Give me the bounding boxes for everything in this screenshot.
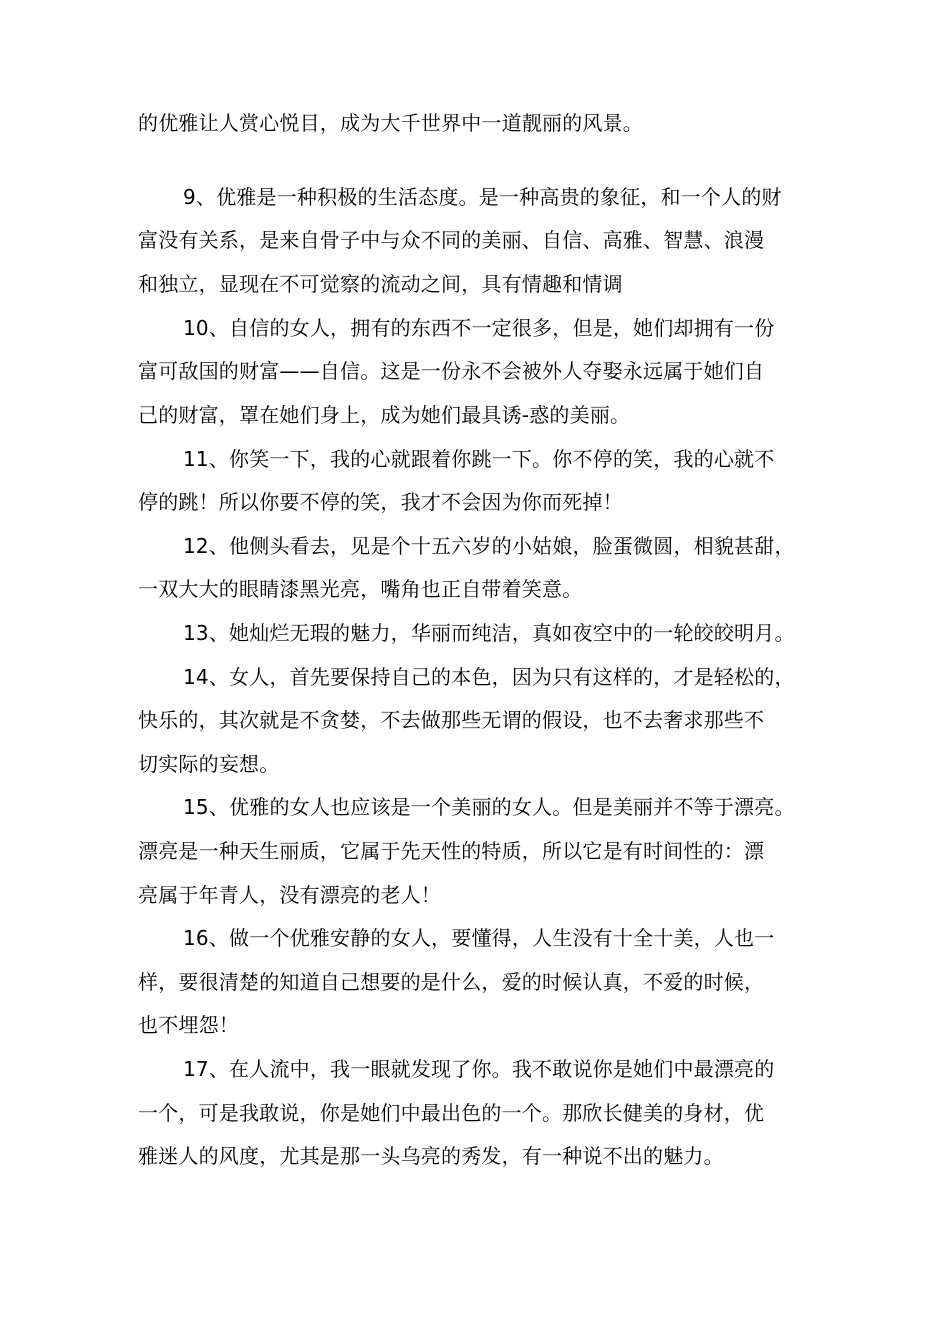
text-line: 富没有关系，是来自骨子中与众不同的美丽、自信、高雅、智慧、浪漫 <box>138 228 765 252</box>
text-line: 停的跳！所以你要不停的笑，我才不会因为你而死掉！ <box>138 490 623 514</box>
text-line: 17、在人流中，我一眼就发现了你。我不敢说你是她们中最漂亮的 <box>183 1057 775 1081</box>
text-line: 快乐的，其次就是不贪婪，不去做那些无谓的假设，也不去奢求那些不 <box>138 708 765 732</box>
text-line: 富可敌国的财富——自信。这是一份永不会被外人夺娶永远属于她们自 <box>138 359 765 383</box>
text-line: 亮属于年青人，没有漂亮的老人！ <box>138 883 441 907</box>
text-line: 己的财富，罩在她们身上，成为她们最具诱-惑的美丽。 <box>138 403 631 427</box>
text-line: 切实际的妄想。 <box>138 752 280 776</box>
text-line: 13、她灿烂无瑕的魅力，华丽而纯洁，真如夜空中的一轮皎皎明月。 <box>183 621 795 645</box>
text-line: 的优雅让人赏心悦目，成为大千世界中一道靓丽的风景。 <box>138 111 643 135</box>
text-line: 16、做一个优雅安静的女人，要懂得，人生没有十全十美，人也一 <box>183 926 775 950</box>
text-line: 样，要很清楚的知道自己想要的是什么，爱的时候认真，不爱的时候， <box>138 970 765 994</box>
text-line: 一个，可是我敢说，你是她们中最出色的一个。那欣长健美的身材，优 <box>138 1101 765 1125</box>
text-line: 漂亮是一种天生丽质，它属于先天性的特质，所以它是有时间性的：漂 <box>138 839 765 863</box>
text-line: 也不埋怨！ <box>138 1013 239 1037</box>
text-line: 12、他侧头看去，见是个十五六岁的小姑娘，脸蛋微圆，相貌甚甜， <box>183 534 795 558</box>
text-line: 10、自信的女人，拥有的东西不一定很多，但是，她们却拥有一份 <box>183 316 775 340</box>
text-line: 和独立，显现在不可觉察的流动之间，具有情趣和情调 <box>138 272 623 296</box>
text-line: 9、优雅是一种积极的生活态度。是一种高贵的象征，和一个人的财 <box>183 185 782 209</box>
text-line: 雅迷人的风度，尤其是那一头乌亮的秀发，有一种说不出的魅力。 <box>138 1144 724 1168</box>
text-line: 14、女人，首先要保持自己的本色，因为只有这样的，才是轻松的， <box>183 665 795 689</box>
text-line: 一双大大的眼睛漆黑光亮，嘴角也正自带着笑意。 <box>138 577 583 601</box>
text-line: 11、你笑一下，我的心就跟着你跳一下。你不停的笑，我的心就不 <box>183 447 775 471</box>
text-line: 15、优雅的女人也应该是一个美丽的女人。但是美丽并不等于漂亮。 <box>183 795 795 819</box>
